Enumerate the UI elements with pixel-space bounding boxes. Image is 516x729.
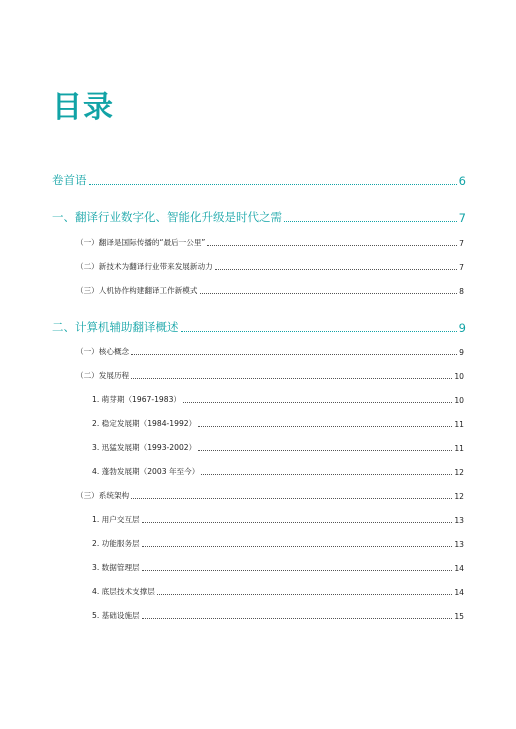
toc-entry[interactable] bbox=[76, 285, 464, 296]
toc-entry-label: 4. 底层技术支撑层 bbox=[92, 587, 155, 596]
dot-leader bbox=[131, 354, 457, 355]
toc-entry-label: 1. 用户交互层 bbox=[92, 515, 140, 524]
toc-entry[interactable] bbox=[92, 562, 464, 573]
toc-entry-page: 10 bbox=[454, 396, 464, 405]
dot-leader bbox=[201, 474, 452, 475]
toc-entry-page: 11 bbox=[454, 420, 464, 429]
toc-entry-label: 3. 迅猛发展期（1993-2002） bbox=[92, 443, 197, 452]
dot-leader bbox=[131, 378, 452, 379]
toc-entry-label: （三）系统架构 bbox=[76, 491, 130, 500]
toc-entry-page: 14 bbox=[454, 588, 464, 597]
toc-entry-label: （一）翻译是国际传播的“最后一公里” bbox=[76, 238, 206, 247]
page-title: 目录 bbox=[52, 90, 114, 125]
toc-entry-page: 14 bbox=[454, 564, 464, 573]
toc-entry[interactable] bbox=[52, 172, 466, 188]
toc-entry-label: 5. 基础设施层 bbox=[92, 611, 140, 620]
toc-entry[interactable] bbox=[92, 418, 464, 429]
toc-entry-page: 7 bbox=[458, 211, 466, 225]
toc-entry-page: 10 bbox=[454, 372, 464, 381]
toc-entry-page: 11 bbox=[454, 444, 464, 453]
dot-leader bbox=[215, 269, 457, 270]
toc-entry[interactable] bbox=[52, 319, 466, 335]
toc-entry-label: （三）人机协作构建翻译工作新模式 bbox=[76, 286, 198, 295]
dot-leader bbox=[142, 570, 453, 571]
toc-entry-page: 8 bbox=[459, 287, 464, 296]
toc-entry[interactable] bbox=[92, 466, 464, 477]
toc-entry[interactable] bbox=[76, 346, 464, 357]
dot-leader bbox=[200, 293, 458, 294]
dot-leader bbox=[142, 618, 453, 619]
toc-entry-page: 7 bbox=[459, 239, 464, 248]
toc-entry-page: 12 bbox=[454, 468, 464, 477]
toc-entry[interactable] bbox=[52, 209, 466, 225]
toc-entry-page: 9 bbox=[458, 321, 466, 335]
toc-entry-label: 2. 功能服务层 bbox=[92, 539, 140, 548]
toc-entry-label: （一）核心概念 bbox=[76, 347, 130, 356]
toc-entry[interactable] bbox=[92, 538, 464, 549]
toc-entry-page: 13 bbox=[454, 540, 464, 549]
toc-entry-page: 12 bbox=[454, 492, 464, 501]
dot-leader bbox=[284, 221, 457, 222]
toc-entry-label: 1. 萌芽期（1967-1983） bbox=[92, 395, 182, 404]
toc-entry-page: 15 bbox=[454, 612, 464, 621]
toc-entry[interactable] bbox=[92, 514, 464, 525]
dot-leader bbox=[183, 402, 452, 403]
dot-leader bbox=[89, 184, 457, 185]
dot-leader bbox=[157, 594, 453, 595]
toc-entry[interactable] bbox=[92, 586, 464, 597]
toc-entry-label: （二）发展历程 bbox=[76, 371, 130, 380]
dot-leader bbox=[142, 546, 453, 547]
dot-leader bbox=[198, 450, 452, 451]
toc-entry[interactable] bbox=[76, 490, 464, 501]
toc-entry-page: 7 bbox=[459, 263, 464, 272]
toc-entry-label: 4. 蓬勃发展期（2003 年至今） bbox=[92, 467, 200, 476]
toc-entry-label: 3. 数据管理层 bbox=[92, 563, 140, 572]
toc-entry[interactable] bbox=[76, 237, 464, 248]
toc-entry-label: 2. 稳定发展期（1984-1992） bbox=[92, 419, 197, 428]
toc-entry-page: 9 bbox=[459, 348, 464, 357]
dot-leader bbox=[131, 498, 452, 499]
dot-leader bbox=[198, 426, 452, 427]
toc-entry-label: 一、翻译行业数字化、智能化升级是时代之需 bbox=[52, 210, 282, 224]
toc-entry-page: 13 bbox=[454, 516, 464, 525]
dot-leader bbox=[142, 522, 453, 523]
dot-leader bbox=[207, 245, 457, 246]
dot-leader bbox=[181, 331, 457, 332]
toc-entry-label: 二、计算机辅助翻译概述 bbox=[52, 320, 179, 334]
toc-entry[interactable] bbox=[92, 610, 464, 621]
toc-entry[interactable] bbox=[76, 370, 464, 381]
toc-entry-label: 卷首语 bbox=[52, 173, 87, 187]
toc-entry-label: （二）新技术为翻译行业带来发展新动力 bbox=[76, 262, 213, 271]
toc-entry[interactable] bbox=[92, 394, 464, 405]
toc-entry[interactable] bbox=[92, 442, 464, 453]
toc-entry-page: 6 bbox=[458, 174, 466, 188]
toc-entry[interactable] bbox=[76, 261, 464, 272]
